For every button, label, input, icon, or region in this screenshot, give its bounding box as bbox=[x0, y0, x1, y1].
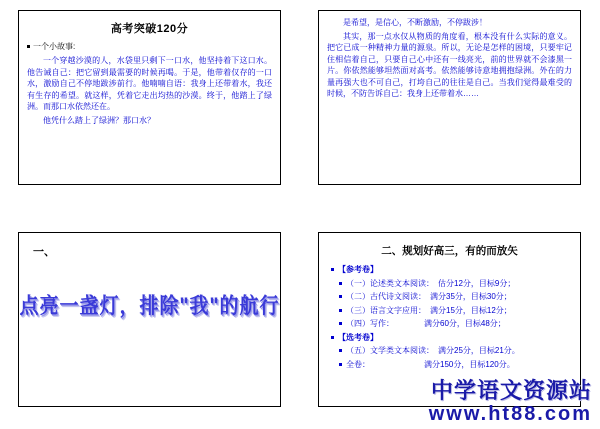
list-item bbox=[327, 359, 572, 370]
list-item-label: 【选考卷】 bbox=[338, 332, 378, 342]
list-item-value: 估分12分，目标9分； bbox=[438, 278, 516, 288]
slide-4[interactable] bbox=[318, 232, 581, 407]
list-item-value: 满分60分，目标48分； bbox=[424, 319, 506, 328]
slide-1-paragraph-1: 一个穿越沙漠的人，水袋里只剩下一口水，他坚持着下这口水。他告诫自己：把它留到最需要的时候再喝。于是，他带着仅存的一口水，激励自己不停地跋涉前行。他喃喃自语：我身上还带着水，我还有生存的希望。就这样，凭着它走出均热的沙漠。终于，他踏上了绿洲。而那口水依然还在。 bbox=[27, 56, 272, 111]
slide-2-paragraph-1: 是希望，是信心，不断激励，不停跋涉！ bbox=[343, 18, 487, 27]
list-item-label: 【参考卷】 bbox=[338, 265, 378, 274]
list-item bbox=[327, 278, 572, 289]
slide-1-bullet-label: 一个小故事: bbox=[33, 42, 76, 51]
list-item-value: 满分15分，目标12分； bbox=[430, 305, 512, 315]
slide-3[interactable] bbox=[18, 232, 281, 407]
list-item bbox=[327, 318, 572, 329]
watermark-site-url: www.ht88.com bbox=[428, 403, 592, 425]
bullet-square-icon bbox=[339, 295, 342, 298]
bullet-square-icon bbox=[339, 282, 342, 285]
list-item-label: 全卷： bbox=[346, 359, 370, 369]
bullet-square-icon bbox=[27, 45, 30, 48]
list-item-label: （四）写作： bbox=[346, 319, 394, 328]
slide-1-title: 高考突破120分 bbox=[110, 23, 189, 35]
bullet-square-icon bbox=[339, 309, 342, 312]
bullet-square-icon bbox=[331, 268, 334, 271]
slide-2[interactable] bbox=[318, 10, 581, 185]
slide-3-wordart: 点亮一盏灯，排除"我"的航行 bbox=[19, 294, 280, 319]
watermark-site-name: 中学语文资源站 bbox=[430, 378, 592, 403]
list-item bbox=[327, 345, 572, 356]
list-item-label: （二）古代诗文阅读： bbox=[346, 292, 426, 301]
list-item-value: 满分150分，目标120分。 bbox=[424, 359, 515, 369]
slide-1-content bbox=[19, 11, 280, 184]
slide-3-content bbox=[19, 233, 280, 406]
slide-1-bullet bbox=[27, 41, 272, 52]
list-item-value: 满分35分，目标30分； bbox=[430, 292, 512, 301]
slide-3-title: 一、 bbox=[33, 246, 55, 258]
slide-4-content bbox=[319, 233, 580, 406]
list-item bbox=[327, 291, 572, 302]
list-item bbox=[327, 332, 572, 343]
slide-2-content bbox=[319, 11, 580, 184]
slide-4-title: 二、规划好高三，有的而放矢 bbox=[381, 245, 518, 257]
bullet-square-icon bbox=[339, 349, 342, 352]
slide-1[interactable] bbox=[18, 10, 281, 185]
bullet-square-icon bbox=[339, 363, 342, 366]
slide-2-paragraph-2: 其实，那一点水仅从物质的角度看，根本没有什么实际的意义。把它已成一种精神力量的源泉。所以，无论是怎样的困境，只要牢记住相信着自己，只要自己心中还有一线亮光，前的世界就不会漆黑一片。你依然能够坦然面对高考。依然能够诗意地拥抱绿洲。外在的力量再强大也不可自己，打垮自己的往往是自己。当我们觉得最难受的时候，不防告诉自己：我身上还带着水…… bbox=[327, 31, 572, 98]
list-item bbox=[327, 264, 572, 275]
slide-1-paragraph-2: 他凭什么踏上了绿洲？那口水？ bbox=[43, 115, 155, 125]
list-item-label: （一）论述类文本阅读： bbox=[346, 278, 434, 288]
list-item bbox=[327, 305, 572, 316]
bullet-square-icon bbox=[331, 336, 334, 339]
bullet-square-icon bbox=[339, 322, 342, 325]
list-item-label: （五）文学类文本阅读： bbox=[346, 346, 434, 355]
list-item-label: （三）语言文字应用： bbox=[346, 305, 426, 315]
list-item-value: 满分25分，目标21分。 bbox=[438, 346, 520, 355]
